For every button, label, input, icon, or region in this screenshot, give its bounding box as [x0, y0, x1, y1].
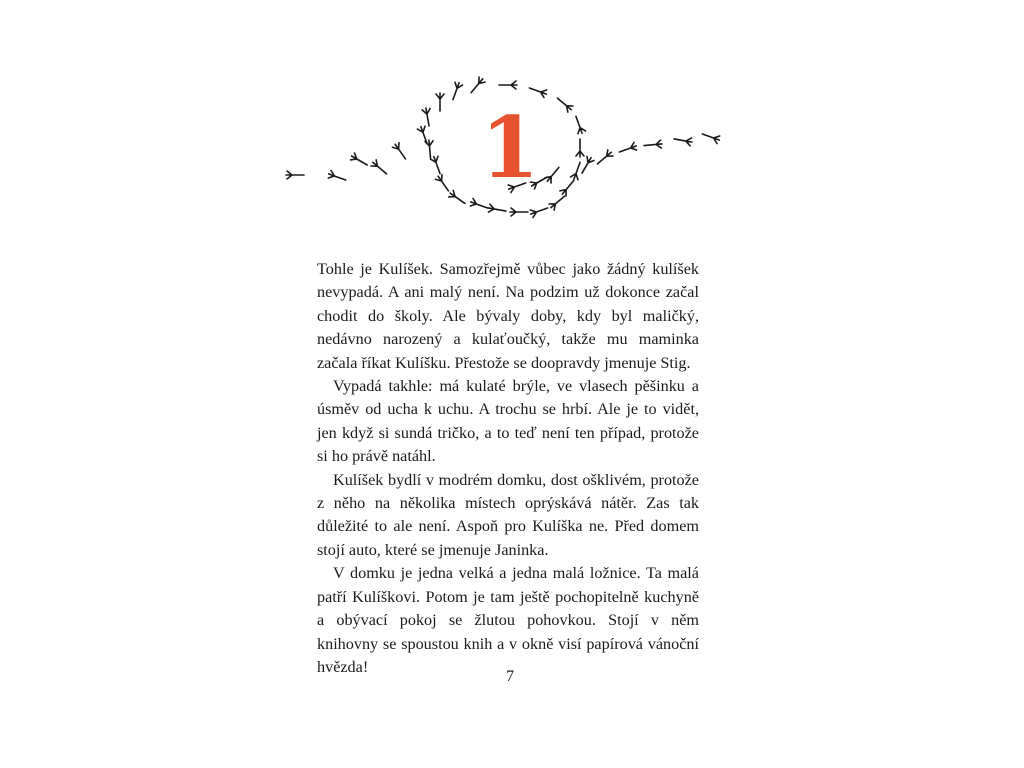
- paragraph: Kulíšek bydlí v modrém domku, dost ošklivém, protože z něho na několika místech oprýskává nátěr. Zas tak důležité to ale není. Aspoň pro Kulíška ne. Před domem stojí auto, které se jmenuje Janinka.: [317, 470, 699, 559]
- footprint-icon: [468, 76, 486, 95]
- footprint-icon: [673, 135, 692, 146]
- footprint-icon: [469, 198, 489, 212]
- paragraph: V domku je jedna velká a jedna malá ložnice. Ta malá patří Kulíškovi. Potom je tam ještě pochopitelně kuchyně a obývací pokoj se žlutou pohovkou. Stojí v něm knihovny se spoustou knih a v okně visí papírová vánoční hvězda!: [317, 564, 699, 676]
- footprint-icon: [487, 204, 506, 215]
- footprint-icon: [350, 153, 370, 169]
- chapter-number: 1: [480, 98, 540, 197]
- footprint-icon: [425, 140, 435, 159]
- footprint-icon: [499, 81, 517, 89]
- paragraph: Vypadá takhle: má kulaté brýle, ve vlasech pěšinku a úsměv od ucha k uchu. A trochu se hrbí. Ale je to vidět, jen když si sundá tričko, a to teď není ten případ, protože si ho právě natáhl.: [317, 377, 699, 466]
- page-number: 7: [505, 667, 515, 685]
- footprint-icon: [370, 159, 389, 177]
- footprint-icon: [392, 142, 409, 161]
- footprint-icon: [510, 208, 528, 216]
- footprint-icon: [529, 204, 549, 218]
- footprint-icon: [595, 149, 614, 167]
- chapter-text: [317, 258, 699, 679]
- footprint-icon: [701, 130, 721, 144]
- footprint-icon: [528, 84, 548, 98]
- footprint-icon: [327, 170, 347, 184]
- footprint-icon: [644, 140, 663, 150]
- footprint-icon: [422, 107, 433, 126]
- paragraph: Tohle je Kulíšek. Samozřejmě vůbec jako žádný kulíšek nevypadá. A ani malý není. Na podzim už dokonce začal chodit do školy. Ale bývaly doby, kdy byl maličký, nedávno narozený a kulaťoučký, takže mu maminka začala říkat Kulíšku. Přestože se doopravdy jmenuje Stig.: [317, 260, 699, 372]
- footprint-icon: [579, 156, 595, 176]
- footprint-icon: [286, 171, 304, 179]
- footprint-icon: [618, 142, 638, 156]
- footprint-icon: [449, 81, 463, 101]
